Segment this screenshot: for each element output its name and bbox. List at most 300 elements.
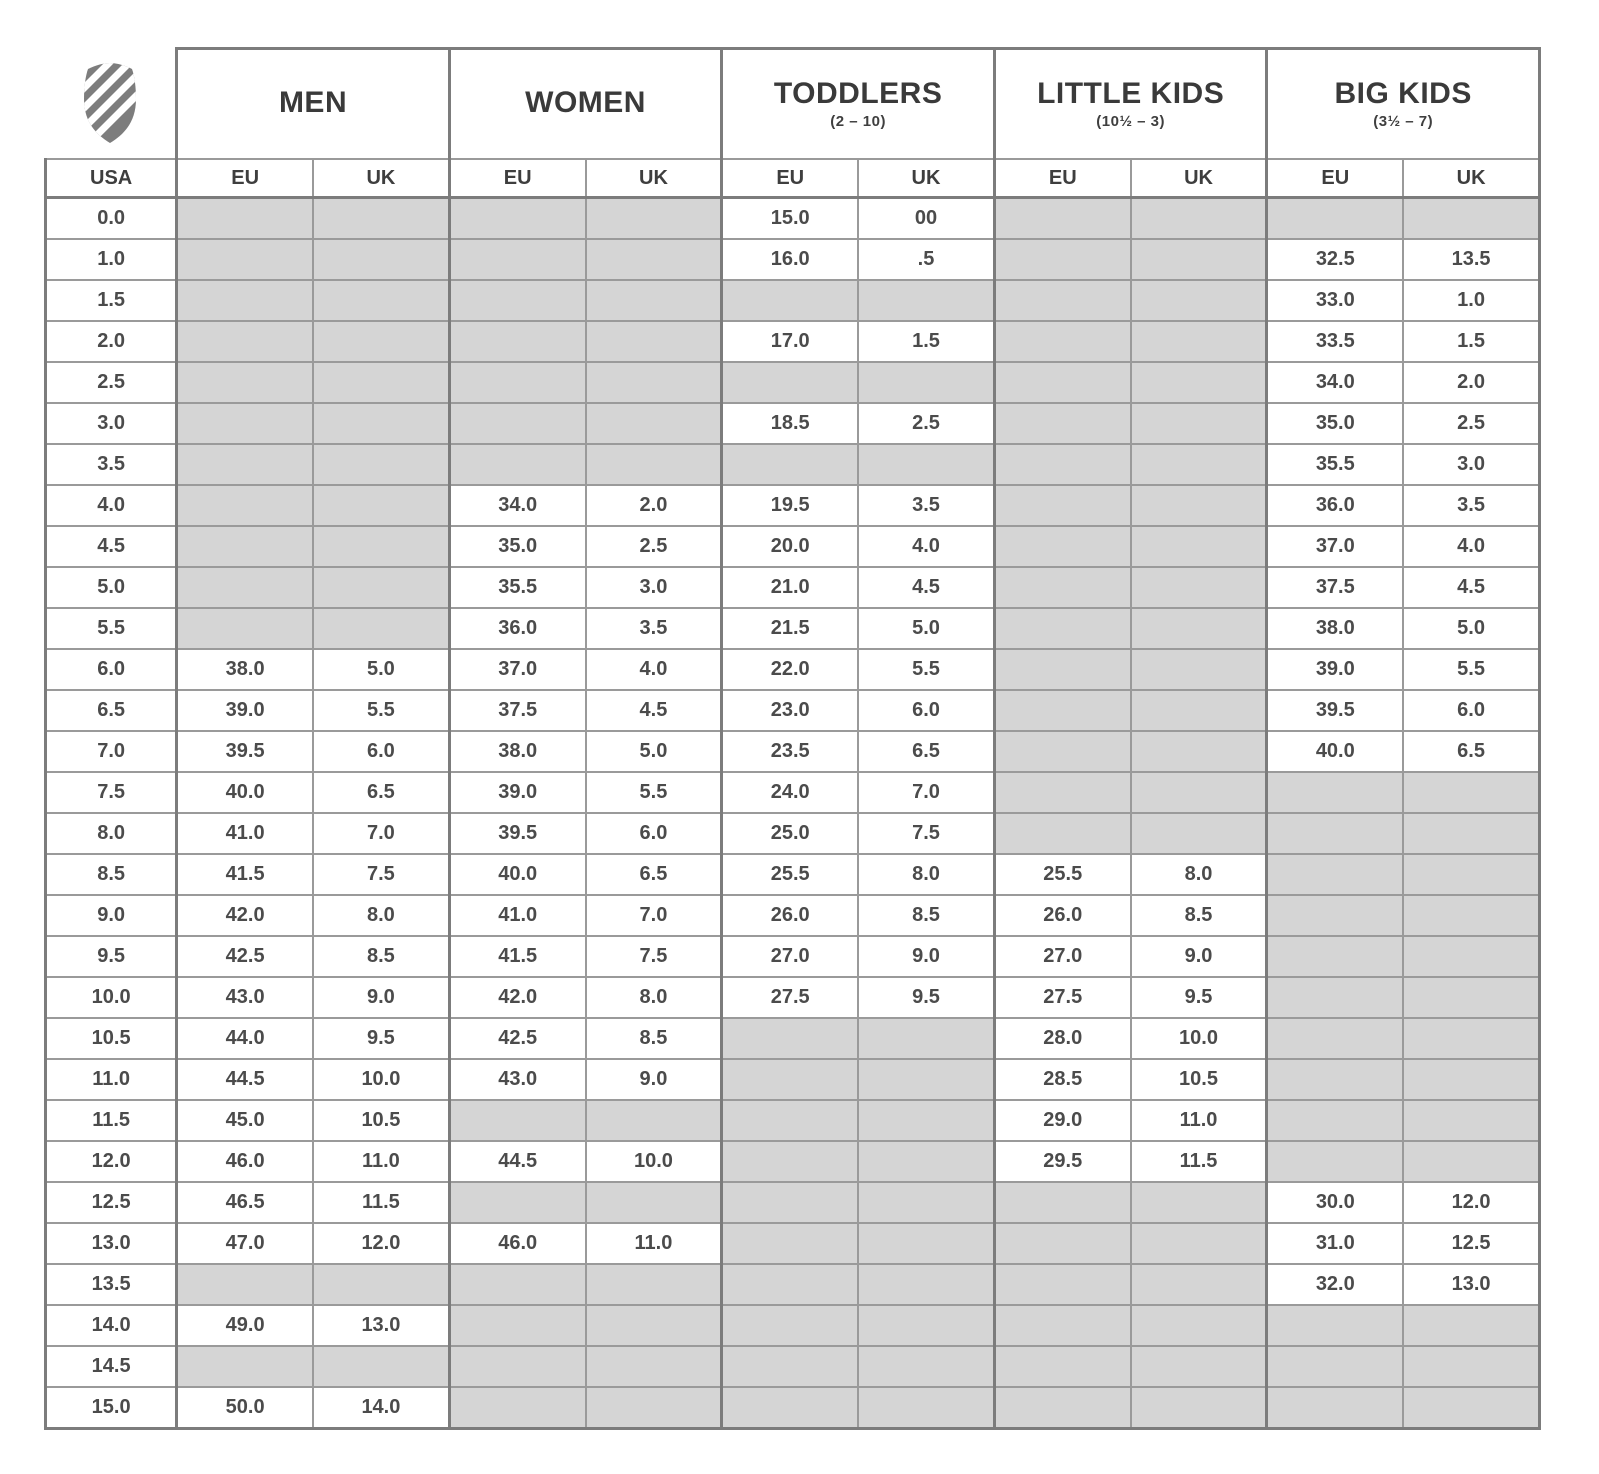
size-cell: 12.5 bbox=[1403, 1223, 1539, 1264]
size-cell: 5.5 bbox=[858, 649, 994, 690]
size-cell: 27.5 bbox=[722, 977, 858, 1018]
usa-size-cell: 13.5 bbox=[46, 1264, 177, 1305]
size-cell: 40.0 bbox=[1267, 731, 1403, 772]
size-cell bbox=[858, 1059, 994, 1100]
size-cell bbox=[994, 526, 1130, 567]
size-cell: 44.5 bbox=[449, 1141, 585, 1182]
size-cell bbox=[586, 1346, 722, 1387]
size-cell: 5.5 bbox=[313, 690, 449, 731]
size-cell: 14.0 bbox=[313, 1387, 449, 1429]
size-cell bbox=[313, 403, 449, 444]
usa-size-cell: 7.5 bbox=[46, 772, 177, 813]
table-row bbox=[46, 1264, 1540, 1305]
size-cell: 8.0 bbox=[1131, 854, 1267, 895]
size-cell: 5.0 bbox=[1403, 608, 1539, 649]
size-cell bbox=[994, 362, 1130, 403]
table-row bbox=[46, 772, 1540, 813]
table-row bbox=[46, 690, 1540, 731]
size-cell: 13.5 bbox=[1403, 239, 1539, 280]
usa-size-cell: 1.5 bbox=[46, 280, 177, 321]
size-cell bbox=[1267, 854, 1403, 895]
size-cell: 6.0 bbox=[1403, 690, 1539, 731]
usa-size-cell: 10.0 bbox=[46, 977, 177, 1018]
size-cell bbox=[313, 1346, 449, 1387]
size-cell bbox=[586, 444, 722, 485]
size-cell bbox=[858, 362, 994, 403]
size-cell bbox=[722, 1141, 858, 1182]
size-cell bbox=[1131, 567, 1267, 608]
size-cell bbox=[586, 362, 722, 403]
size-cell: 28.0 bbox=[994, 1018, 1130, 1059]
size-cell bbox=[994, 608, 1130, 649]
table-row bbox=[46, 936, 1540, 977]
size-cell bbox=[177, 444, 313, 485]
col-header-big-kids-uk: UK bbox=[1403, 159, 1539, 198]
col-header-men-eu: EU bbox=[177, 159, 313, 198]
size-cell bbox=[449, 362, 585, 403]
col-header-big-kids-eu: EU bbox=[1267, 159, 1403, 198]
size-cell bbox=[1267, 1141, 1403, 1182]
size-cell bbox=[1267, 1387, 1403, 1429]
size-cell bbox=[722, 1305, 858, 1346]
size-cell: 42.0 bbox=[177, 895, 313, 936]
size-cell: 5.0 bbox=[586, 731, 722, 772]
size-cell: 8.0 bbox=[313, 895, 449, 936]
size-cell bbox=[1131, 444, 1267, 485]
size-cell bbox=[994, 1387, 1130, 1429]
size-cell bbox=[313, 280, 449, 321]
size-cell bbox=[1131, 690, 1267, 731]
size-cell: 6.0 bbox=[858, 690, 994, 731]
size-cell: 1.5 bbox=[858, 321, 994, 362]
size-cell bbox=[994, 731, 1130, 772]
size-cell: 37.0 bbox=[1267, 526, 1403, 567]
size-cell: 16.0 bbox=[722, 239, 858, 280]
size-cell bbox=[722, 1059, 858, 1100]
size-cell bbox=[1131, 1346, 1267, 1387]
group-header-little-kids bbox=[994, 49, 1267, 160]
table-row bbox=[46, 731, 1540, 772]
size-cell: 10.0 bbox=[1131, 1018, 1267, 1059]
table-row bbox=[46, 977, 1540, 1018]
size-cell bbox=[449, 280, 585, 321]
size-cell bbox=[994, 1346, 1130, 1387]
size-cell: 29.5 bbox=[994, 1141, 1130, 1182]
group-label-big-kids: BIG KIDS bbox=[1334, 77, 1472, 111]
size-cell: 27.0 bbox=[722, 936, 858, 977]
size-cell bbox=[994, 403, 1130, 444]
table-row bbox=[46, 1305, 1540, 1346]
size-cell bbox=[1403, 895, 1539, 936]
size-cell bbox=[722, 1018, 858, 1059]
size-cell: 50.0 bbox=[177, 1387, 313, 1429]
table-row bbox=[46, 1346, 1540, 1387]
size-cell bbox=[586, 321, 722, 362]
size-cell bbox=[449, 239, 585, 280]
usa-size-cell: 9.0 bbox=[46, 895, 177, 936]
size-cell bbox=[177, 239, 313, 280]
usa-size-cell: 11.5 bbox=[46, 1100, 177, 1141]
usa-size-cell: 1.0 bbox=[46, 239, 177, 280]
usa-size-cell: 8.0 bbox=[46, 813, 177, 854]
size-cell bbox=[858, 280, 994, 321]
size-cell: 4.5 bbox=[858, 567, 994, 608]
table-row bbox=[46, 813, 1540, 854]
size-cell bbox=[177, 485, 313, 526]
size-cell: 43.0 bbox=[449, 1059, 585, 1100]
size-cell: 1.0 bbox=[1403, 280, 1539, 321]
size-cell: 8.0 bbox=[586, 977, 722, 1018]
size-cell: 4.0 bbox=[1403, 526, 1539, 567]
size-cell bbox=[994, 690, 1130, 731]
size-cell bbox=[722, 1182, 858, 1223]
table-row bbox=[46, 1100, 1540, 1141]
size-cell: 18.5 bbox=[722, 403, 858, 444]
size-cell: 4.0 bbox=[586, 649, 722, 690]
col-header-usa: USA bbox=[46, 159, 177, 198]
size-cell bbox=[1267, 895, 1403, 936]
size-cell: 2.0 bbox=[586, 485, 722, 526]
usa-size-cell: 3.0 bbox=[46, 403, 177, 444]
size-cell bbox=[1267, 772, 1403, 813]
size-cell bbox=[1131, 321, 1267, 362]
size-cell: 12.0 bbox=[313, 1223, 449, 1264]
size-cell bbox=[1131, 772, 1267, 813]
size-cell bbox=[1267, 1018, 1403, 1059]
size-cell: 47.0 bbox=[177, 1223, 313, 1264]
group-header-toddlers bbox=[722, 49, 995, 160]
size-cell: 6.5 bbox=[1403, 731, 1539, 772]
size-cell: 3.5 bbox=[1403, 485, 1539, 526]
size-cell: 1.5 bbox=[1403, 321, 1539, 362]
size-cell: 3.0 bbox=[586, 567, 722, 608]
size-cell: 25.5 bbox=[994, 854, 1130, 895]
size-cell bbox=[722, 1264, 858, 1305]
size-cell: 28.5 bbox=[994, 1059, 1130, 1100]
table-row bbox=[46, 321, 1540, 362]
size-cell: 23.5 bbox=[722, 731, 858, 772]
size-cell: 3.5 bbox=[586, 608, 722, 649]
size-cell bbox=[1131, 1182, 1267, 1223]
size-cell: 7.0 bbox=[586, 895, 722, 936]
size-cell: 41.0 bbox=[177, 813, 313, 854]
size-cell bbox=[1131, 1223, 1267, 1264]
group-sublabel-toddlers: (2 – 10) bbox=[830, 112, 886, 130]
table-row bbox=[46, 1223, 1540, 1264]
size-cell bbox=[1403, 1100, 1539, 1141]
usa-size-cell: 9.5 bbox=[46, 936, 177, 977]
size-cell bbox=[177, 321, 313, 362]
size-cell: 6.0 bbox=[586, 813, 722, 854]
column-header-row bbox=[46, 159, 1540, 198]
usa-size-cell: 15.0 bbox=[46, 1387, 177, 1429]
size-cell bbox=[994, 649, 1130, 690]
size-cell: 25.5 bbox=[722, 854, 858, 895]
size-cell bbox=[994, 567, 1130, 608]
group-label-little-kids: LITTLE KIDS bbox=[1037, 77, 1225, 111]
size-cell: 12.0 bbox=[1403, 1182, 1539, 1223]
size-cell: 38.0 bbox=[177, 649, 313, 690]
size-cell bbox=[313, 608, 449, 649]
usa-size-cell: 4.0 bbox=[46, 485, 177, 526]
size-cell: 11.0 bbox=[313, 1141, 449, 1182]
size-cell: 10.5 bbox=[1131, 1059, 1267, 1100]
size-cell bbox=[586, 403, 722, 444]
size-cell bbox=[1131, 1387, 1267, 1429]
size-cell bbox=[1403, 1018, 1539, 1059]
size-cell bbox=[177, 1346, 313, 1387]
size-cell: 39.5 bbox=[449, 813, 585, 854]
size-cell: 42.5 bbox=[449, 1018, 585, 1059]
size-cell bbox=[1131, 526, 1267, 567]
usa-size-cell: 12.5 bbox=[46, 1182, 177, 1223]
size-cell bbox=[177, 608, 313, 649]
size-cell bbox=[449, 444, 585, 485]
usa-size-cell: 8.5 bbox=[46, 854, 177, 895]
table-row bbox=[46, 854, 1540, 895]
table-row bbox=[46, 198, 1540, 240]
usa-size-cell: 12.0 bbox=[46, 1141, 177, 1182]
size-cell bbox=[1403, 198, 1539, 240]
size-cell: .5 bbox=[858, 239, 994, 280]
col-header-little-kids-uk: UK bbox=[1131, 159, 1267, 198]
size-cell bbox=[1403, 813, 1539, 854]
size-cell: 8.5 bbox=[1131, 895, 1267, 936]
size-cell: 46.0 bbox=[449, 1223, 585, 1264]
col-header-women-eu: EU bbox=[449, 159, 585, 198]
size-cell bbox=[177, 526, 313, 567]
size-cell bbox=[586, 198, 722, 240]
size-cell bbox=[313, 239, 449, 280]
size-cell bbox=[722, 444, 858, 485]
size-cell bbox=[722, 280, 858, 321]
size-cell: 21.5 bbox=[722, 608, 858, 649]
table-row bbox=[46, 526, 1540, 567]
table-row bbox=[46, 362, 1540, 403]
size-cell bbox=[1131, 403, 1267, 444]
size-cell bbox=[313, 362, 449, 403]
size-cell: 15.0 bbox=[722, 198, 858, 240]
size-cell: 39.0 bbox=[1267, 649, 1403, 690]
size-conversion-table bbox=[44, 47, 1541, 1430]
size-cell bbox=[1131, 1305, 1267, 1346]
size-cell bbox=[858, 1223, 994, 1264]
size-cell bbox=[313, 567, 449, 608]
size-cell: 37.5 bbox=[449, 690, 585, 731]
size-cell bbox=[994, 772, 1130, 813]
size-cell: 8.0 bbox=[858, 854, 994, 895]
size-cell bbox=[858, 1182, 994, 1223]
size-cell: 7.0 bbox=[858, 772, 994, 813]
size-cell bbox=[177, 567, 313, 608]
size-cell bbox=[722, 1346, 858, 1387]
k-swiss-shield-icon bbox=[79, 63, 141, 143]
size-cell bbox=[586, 280, 722, 321]
size-cell bbox=[722, 362, 858, 403]
usa-size-cell: 5.0 bbox=[46, 567, 177, 608]
size-cell bbox=[858, 1141, 994, 1182]
size-cell: 10.0 bbox=[586, 1141, 722, 1182]
usa-size-cell: 4.5 bbox=[46, 526, 177, 567]
usa-size-cell: 10.5 bbox=[46, 1018, 177, 1059]
size-cell: 41.5 bbox=[449, 936, 585, 977]
size-cell bbox=[586, 239, 722, 280]
usa-size-cell: 7.0 bbox=[46, 731, 177, 772]
size-cell bbox=[1403, 1059, 1539, 1100]
size-cell: 39.0 bbox=[449, 772, 585, 813]
size-cell bbox=[994, 1182, 1130, 1223]
size-cell bbox=[858, 1018, 994, 1059]
size-cell: 46.5 bbox=[177, 1182, 313, 1223]
size-cell bbox=[1267, 813, 1403, 854]
size-cell bbox=[1403, 1305, 1539, 1346]
size-cell bbox=[177, 362, 313, 403]
size-cell: 40.0 bbox=[449, 854, 585, 895]
size-cell: 49.0 bbox=[177, 1305, 313, 1346]
size-cell: 39.0 bbox=[177, 690, 313, 731]
group-header-women bbox=[449, 49, 722, 160]
size-cell: 42.5 bbox=[177, 936, 313, 977]
size-cell bbox=[1267, 1100, 1403, 1141]
size-cell: 10.0 bbox=[313, 1059, 449, 1100]
size-cell bbox=[586, 1100, 722, 1141]
size-cell: 27.5 bbox=[994, 977, 1130, 1018]
table-row bbox=[46, 280, 1540, 321]
col-header-little-kids-eu: EU bbox=[994, 159, 1130, 198]
size-cell bbox=[1131, 649, 1267, 690]
usa-size-cell: 2.0 bbox=[46, 321, 177, 362]
size-cell bbox=[1131, 731, 1267, 772]
size-cell: 25.0 bbox=[722, 813, 858, 854]
size-cell: 39.5 bbox=[177, 731, 313, 772]
size-cell: 29.0 bbox=[994, 1100, 1130, 1141]
size-cell bbox=[313, 444, 449, 485]
size-cell: 7.5 bbox=[858, 813, 994, 854]
size-cell: 40.0 bbox=[177, 772, 313, 813]
usa-size-cell: 6.5 bbox=[46, 690, 177, 731]
size-cell bbox=[994, 321, 1130, 362]
size-cell bbox=[858, 1100, 994, 1141]
size-cell: 34.0 bbox=[1267, 362, 1403, 403]
size-cell: 35.5 bbox=[449, 567, 585, 608]
size-cell bbox=[1131, 485, 1267, 526]
size-cell bbox=[994, 1264, 1130, 1305]
table-row bbox=[46, 485, 1540, 526]
size-cell bbox=[858, 1264, 994, 1305]
size-cell: 26.0 bbox=[994, 895, 1130, 936]
size-cell: 17.0 bbox=[722, 321, 858, 362]
table-row bbox=[46, 1059, 1540, 1100]
size-cell: 10.5 bbox=[313, 1100, 449, 1141]
size-cell bbox=[313, 526, 449, 567]
size-cell bbox=[722, 1223, 858, 1264]
size-cell: 4.0 bbox=[858, 526, 994, 567]
size-cell bbox=[177, 403, 313, 444]
size-cell: 41.0 bbox=[449, 895, 585, 936]
col-header-toddlers-uk: UK bbox=[858, 159, 994, 198]
size-cell: 39.5 bbox=[1267, 690, 1403, 731]
size-cell: 37.0 bbox=[449, 649, 585, 690]
size-cell: 9.5 bbox=[858, 977, 994, 1018]
group-label-toddlers: TODDLERS bbox=[773, 77, 943, 111]
table-row bbox=[46, 649, 1540, 690]
size-cell bbox=[586, 1182, 722, 1223]
size-cell: 6.5 bbox=[858, 731, 994, 772]
size-cell bbox=[177, 1264, 313, 1305]
size-cell bbox=[313, 321, 449, 362]
usa-size-cell: 0.0 bbox=[46, 198, 177, 240]
size-cell: 27.0 bbox=[994, 936, 1130, 977]
size-cell: 43.0 bbox=[177, 977, 313, 1018]
size-cell bbox=[1131, 362, 1267, 403]
table-row bbox=[46, 1141, 1540, 1182]
size-cell: 30.0 bbox=[1267, 1182, 1403, 1223]
size-cell: 33.5 bbox=[1267, 321, 1403, 362]
size-cell bbox=[858, 1305, 994, 1346]
size-cell: 6.0 bbox=[313, 731, 449, 772]
table-row bbox=[46, 567, 1540, 608]
size-cell: 35.0 bbox=[1267, 403, 1403, 444]
group-sublabel-little-kids: (10½ – 3) bbox=[1096, 112, 1165, 130]
size-cell: 9.0 bbox=[586, 1059, 722, 1100]
size-cell: 22.0 bbox=[722, 649, 858, 690]
size-cell: 5.0 bbox=[858, 608, 994, 649]
size-cell bbox=[1131, 198, 1267, 240]
table-row bbox=[46, 895, 1540, 936]
table-row bbox=[46, 1018, 1540, 1059]
size-cell bbox=[449, 1346, 585, 1387]
size-cell bbox=[1131, 813, 1267, 854]
size-cell bbox=[313, 485, 449, 526]
size-cell: 9.0 bbox=[313, 977, 449, 1018]
col-header-toddlers-eu: EU bbox=[722, 159, 858, 198]
size-cell bbox=[994, 813, 1130, 854]
size-cell: 11.5 bbox=[1131, 1141, 1267, 1182]
usa-size-cell: 11.0 bbox=[46, 1059, 177, 1100]
size-cell: 7.0 bbox=[313, 813, 449, 854]
size-cell bbox=[858, 444, 994, 485]
size-cell bbox=[449, 321, 585, 362]
size-cell bbox=[1403, 1346, 1539, 1387]
size-cell bbox=[994, 198, 1130, 240]
size-cell bbox=[449, 198, 585, 240]
usa-size-cell: 13.0 bbox=[46, 1223, 177, 1264]
size-cell: 11.0 bbox=[586, 1223, 722, 1264]
size-cell: 5.5 bbox=[586, 772, 722, 813]
table-row bbox=[46, 1387, 1540, 1429]
size-cell: 3.0 bbox=[1403, 444, 1539, 485]
size-cell: 24.0 bbox=[722, 772, 858, 813]
size-cell bbox=[449, 1387, 585, 1429]
size-cell: 31.0 bbox=[1267, 1223, 1403, 1264]
size-cell bbox=[1267, 1346, 1403, 1387]
size-cell: 9.0 bbox=[858, 936, 994, 977]
size-cell bbox=[1403, 1387, 1539, 1429]
size-cell bbox=[1267, 198, 1403, 240]
size-cell: 37.5 bbox=[1267, 567, 1403, 608]
size-cell: 8.5 bbox=[858, 895, 994, 936]
size-cell: 38.0 bbox=[449, 731, 585, 772]
size-cell: 13.0 bbox=[313, 1305, 449, 1346]
size-cell: 4.5 bbox=[1403, 567, 1539, 608]
usa-size-cell: 5.5 bbox=[46, 608, 177, 649]
size-cell: 32.5 bbox=[1267, 239, 1403, 280]
size-cell: 2.5 bbox=[586, 526, 722, 567]
size-cell: 7.5 bbox=[586, 936, 722, 977]
size-cell: 2.5 bbox=[1403, 403, 1539, 444]
size-cell bbox=[313, 198, 449, 240]
size-cell bbox=[1267, 1059, 1403, 1100]
